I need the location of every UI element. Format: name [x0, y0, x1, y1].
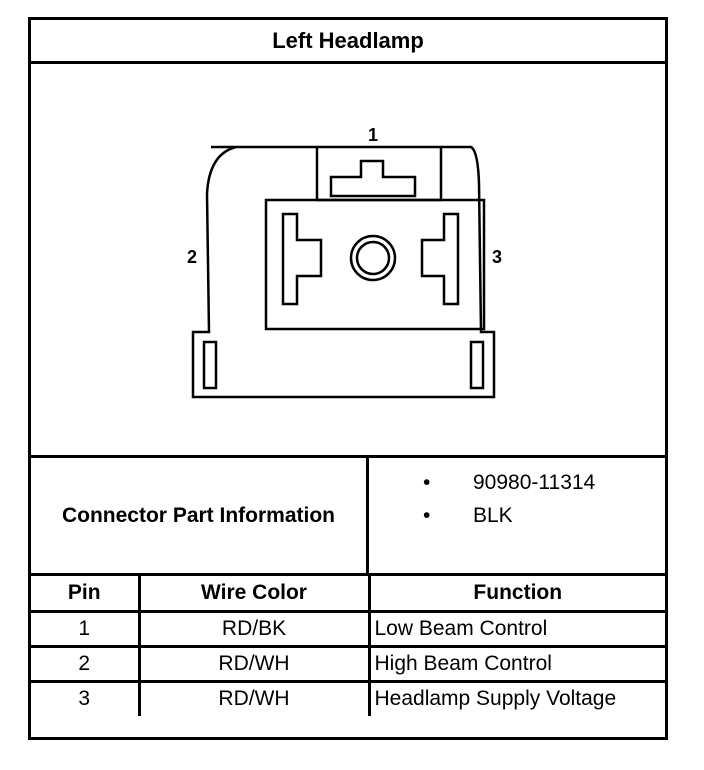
connector-info-row [31, 458, 665, 576]
connector-part-number [369, 469, 665, 499]
pin-label-2: 2 [187, 247, 198, 267]
connector-info-list [369, 458, 665, 573]
connector-color [369, 502, 665, 532]
bullet-icon: • [423, 471, 431, 494]
terminal-2 [283, 214, 321, 304]
document-title: Left Headlamp [31, 20, 665, 64]
terminal-3 [422, 214, 458, 304]
connector-drawing [31, 64, 665, 458]
connector-face-diagram [31, 64, 665, 458]
header-function: Function [369, 576, 665, 611]
header-pin: Pin [31, 576, 139, 611]
table-row [31, 611, 665, 646]
pin-cell: 2 [31, 646, 139, 681]
terminal-1 [331, 161, 415, 196]
table-row [31, 681, 665, 716]
function-cell: Headlamp Supply Voltage [369, 681, 665, 716]
connector-document [28, 17, 668, 740]
function-cell: High Beam Control [369, 646, 665, 681]
pin-table [31, 576, 665, 716]
pin-table-header [31, 576, 665, 611]
connector-housing [193, 147, 494, 397]
connector-info-label: Connector Part Information [31, 458, 369, 573]
bullet-icon: • [423, 504, 431, 527]
latch-slot-right [471, 342, 483, 388]
part-number-text: 90980-11314 [473, 471, 596, 494]
header-wire-color: Wire Color [139, 576, 369, 611]
pin-cell: 1 [31, 611, 139, 646]
wire-color-cell: RD/WH [139, 681, 369, 716]
center-post-inner [357, 242, 389, 274]
inner-face [266, 200, 484, 329]
table-row [31, 646, 665, 681]
pin-label-3: 3 [492, 247, 503, 267]
function-cell: Low Beam Control [369, 611, 665, 646]
pin-cell: 3 [31, 681, 139, 716]
latch-slot-left [204, 342, 216, 388]
connector-color-text: BLK [473, 504, 513, 527]
wire-color-cell: RD/WH [139, 646, 369, 681]
top-key-notch [317, 147, 441, 200]
wire-color-cell: RD/BK [139, 611, 369, 646]
pin-label-1: 1 [368, 125, 379, 145]
